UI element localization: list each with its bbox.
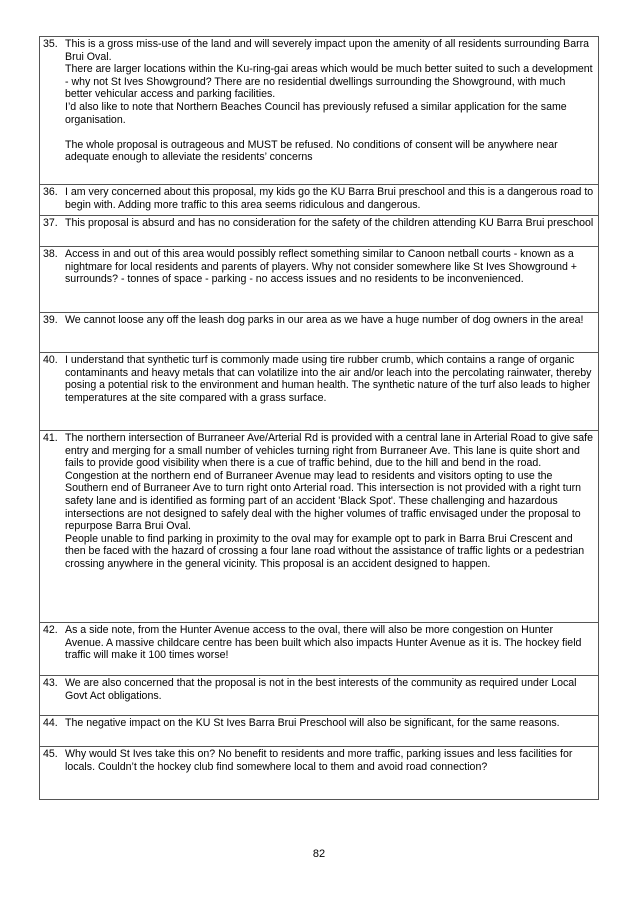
comment-cell: [40, 247, 599, 313]
comment-cell: [40, 185, 599, 216]
comment-number: 38.: [43, 248, 58, 260]
comment-text: I’d also like to note that Northern Beaches Council has previously refused a similar application for the same organisation.: [65, 100, 567, 126]
comment-cell: [40, 216, 599, 247]
comment-number: 37.: [43, 217, 58, 229]
comment-text: As a side note, from the Hunter Avenue access to the oval, there will also be more congestion on Hunter Avenue. A massive childcare centre has been built which also impacts Hunter Avenue as it is. The hockey field traffic will make it 100 times worse!: [65, 624, 582, 662]
comment-cell: [40, 716, 599, 747]
table-row: [40, 353, 599, 431]
comment-text: The northern intersection of Burraneer Ave/Arterial Rd is provided with a central lane in Arterial Road to give safe entry and merging for a small number of vehicles turning right from Burraneer Ave. This lane is quite short and fails to provide good visibility when there is a cue of traffic behind, due to the hill and bend in the road.: [65, 432, 594, 470]
comment-number: 45.: [43, 748, 58, 760]
page-number: 82: [312, 848, 326, 860]
comment-number: 44.: [43, 717, 58, 729]
comment-number: 40.: [43, 354, 58, 366]
table-row: [40, 37, 599, 185]
table-row: [40, 247, 599, 313]
comments-table: [39, 36, 599, 800]
comment-number: 43.: [43, 677, 58, 689]
paragraph-gap: [65, 126, 594, 139]
comment-cell: [40, 353, 599, 431]
comment-number: 35.: [43, 38, 58, 50]
comment-text: The negative impact on the KU St Ives Barra Brui Preschool will also be significant, for the same reasons.: [65, 717, 560, 729]
table-row: [40, 313, 599, 353]
comment-text: People unable to find parking in proximity to the oval may for example opt to park in Barra Brui Crescent and then be faced with the hazard of crossing a four lane road without the assistance of traffic lights or a pedestrian crossing anywhere in the general vicinity. This proposal is an accident designed to happen.: [65, 532, 585, 570]
comment-text: We cannot loose any off the leash dog parks in our area as we have a huge number of dog owners in the area!: [65, 314, 584, 326]
comment-text: The whole proposal is outrageous and MUST be refused. No conditions of consent will be anywhere near adequate enough to alleviate the residents’ concerns: [65, 138, 558, 164]
comment-cell: [40, 37, 599, 185]
comment-text: I understand that synthetic turf is commonly made using tire rubber crumb, which contains a range of organic contaminants and heavy metals that can volatilize into the air and/or leach into the percolating rainwater, thereby posing a potential risk to the environment and human health. The synthetic nature of the turf also leads to higher temperatures at the site compared with a grass surface.: [65, 354, 592, 404]
comment-text: Access in and out of this area would possibly reflect something similar to Canoon netball courts - known as a nightmare for local residents and parents of players. Why not consider somewhere like St Ives Showground + surrounds? - tonnes of space - parking - no access issues and no residents to be inconvenienced.: [65, 248, 577, 286]
comment-number: 42.: [43, 624, 58, 636]
comment-text: We are also concerned that the proposal is not in the best interests of the community as required under Local Govt Act obligations.: [65, 677, 577, 702]
table-row: [40, 623, 599, 676]
comment-cell: [40, 623, 599, 676]
comment-cell: [40, 431, 599, 623]
comment-text: This is a gross miss-use of the land and will severely impact upon the amenity of all residents surrounding Barra Brui Oval.: [65, 38, 590, 63]
comment-number: 41.: [43, 432, 58, 444]
comment-number: 39.: [43, 314, 58, 326]
comment-text: Congestion at the northern end of Burraneer Avenue may lead to residents and visitors opting to use the Southern end of Burraneer Ave to turn right onto Arterial road. This intersection is not provided with a right turn safety lane and is identified as forming part of an accident 'Black Spot'. These challenging and hazardous intersections are not designed to safely deal with the higher volumes of traffic envisaged under the proposal to repurpose Barra Brui Oval.: [65, 469, 582, 533]
comment-text: There are larger locations within the Ku-ring-gai areas which would be much better suited to such a development - why not St Ives Showground? There are no residential dwellings surrounding the Showground, with much better vehicular access and parking facilities.: [65, 63, 593, 101]
table-row: [40, 185, 599, 216]
comment-cell: [40, 747, 599, 800]
comment-cell: [40, 676, 599, 716]
comment-cell: [40, 313, 599, 353]
table-row: [40, 676, 599, 716]
comment-text: Why would St Ives take this on? No benefit to residents and more traffic, parking issues and less facilities for locals. Couldn’t the hockey club find somewhere local to them and avoid road connection?: [65, 748, 573, 773]
comment-number: 36.: [43, 186, 58, 198]
comment-text: This proposal is absurd and has no consideration for the safety of the children attending KU Barra Brui preschool: [65, 217, 594, 229]
table-row: [40, 431, 599, 623]
table-row: [40, 716, 599, 747]
table-row: [40, 747, 599, 800]
table-row: [40, 216, 599, 247]
comments-table-body: [40, 37, 599, 800]
comment-text: I am very concerned about this proposal, my kids go the KU Barra Brui preschool and this is a dangerous road to begin with. Adding more traffic to this area seems ridiculous and dangerous.: [65, 186, 594, 211]
